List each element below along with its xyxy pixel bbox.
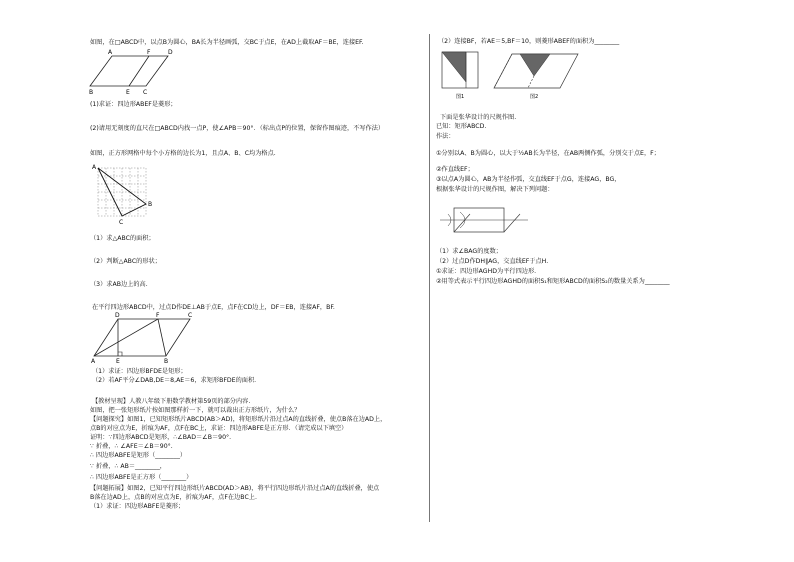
p1-label-f: F [147,49,151,56]
p5-line-11: ②用等式表示平行四边形AGHD的面积S₁和矩形ABCD的面积S₂的数量关系为________ [436,278,670,285]
p5-line-1: 下面是张华设计的尺规作图. [440,114,517,121]
p3-q2: （2）若AF平分∠DAB,DE＝8,AE＝6，求矩形BFDE的面积. [92,377,257,384]
p5-line-4: ①分别以A、B为圆心，以大于½AB长为半径，在AB两侧作弧，分别交于点E，F； [436,150,660,157]
p3-label-d: D [115,312,120,319]
p5-line-6: ③以点A为圆心，AB为半径作弧，交直线EF于点G，连接AG，BG， [436,176,621,183]
p5-line-3: 作法： [436,133,455,140]
p5-line-9: （2）过点D作DH∥AG，交直线EF于点H. [436,258,549,265]
p2-label-a: A [92,164,97,171]
fig1-caption: 图1 [456,94,465,100]
p1-label-d: D [168,49,173,56]
p4-line-1: 【教材呈现】人教八年级下册数学教材第59页的部分内容. [92,398,251,405]
p5-line-2: 已知：矩形ABCD. [436,123,487,130]
p4-line-7: ∴ 四边形ABFE是矩形（________） [90,452,187,459]
fig2-caption: 图2 [530,94,539,100]
p4-line-9: ∴ 四边形ABFE是正方形（________） [90,474,193,481]
p3-label-b: B [164,358,169,365]
p5-line-8: （1）求∠BAG的度数； [436,248,502,255]
p4-line-8: ∵ 折叠，∴ AB＝________， [90,463,166,470]
column-divider [429,34,430,522]
p4-line-4: 点B的对应点为E，折痕为AF，点F在BC上，求证：四边形ABFE是正方形．（请完成以下填空） [90,425,348,432]
p1-q1: (1)求证：四边形ABEF是菱形； [90,101,177,108]
p1-parallelogram-figure [90,48,180,94]
p1-q2: (2)请用无刻度的直尺在□ABCD内找一点P，使∠APB＝90°．（标出点P的位置，保留作图痕迹，不写作法） [90,125,385,132]
p4-line-11: B落在边AD上，点B的对应点为E，折痕为AF，点F在边BC上. [90,494,257,501]
p2-label-c: C [119,219,124,226]
p4-line-10: 【问题拓展】如图2，已知平行四边形纸片ABCD(AD＞AB)，将平行四边形纸片沿过点A的直线折叠，使点 [90,485,380,492]
p2-grid-figure [92,162,158,226]
p3-stem: 在平行四边形ABCD中，过点D作DE⊥AB于点E，点F在CD边上，DF＝EB，连接AF，BF. [92,304,335,311]
p1-label-b: B [89,89,94,96]
p4-line-6: ∵ 折叠，∴ ∠AFE＝∠B＝90°. [90,443,173,450]
p3-label-c: C [188,312,193,319]
p2-stem: 如图，正方形网格中每个小方格的边长为1，且点A、B、C均为格点. [90,150,276,157]
p3-label-f: F [156,312,160,319]
p2-q1: （1）求△ABC的面积； [90,235,155,242]
p1-stem: 如图，在□ABCD中，以点B为圆心，BA长为半径画弧，交BC于点E，在AD上截取AF＝BE，连接EF. [90,39,364,46]
p1-label-c: C [143,89,148,96]
p1-label-e: E [126,89,130,96]
p3-parallelogram-figure [90,312,194,364]
p5-line-5: ②作直线EF； [436,166,474,173]
p3-label-e: E [116,358,120,365]
p2-q3: （3）求AB边上的高. [90,281,148,288]
p4-line-3: 【问题探究】如图1，已知矩形纸片ABCD(AB＞AD)，将矩形纸片沿过点A的直线折叠，使点B落在边AD上， [90,416,387,423]
p1-label-a: A [108,49,113,56]
p5-line-10: ①求证：四边形AGHD为平行四边形. [436,268,537,275]
p4-line-5: 证明：∵四边形ABCD是矩形，∴∠BAD＝∠B＝90°. [90,434,232,441]
fold-figure-2 [494,48,584,100]
p4-line-2: 如图，把一张矩形纸片按如图那样折一下，就可以裁出正方形纸片，为什么？ [90,407,301,414]
p3-q1: （1）求证：四边形BFDE是矩形； [92,368,187,375]
p4-q2: （2）连接BF，若AE＝5,BF＝10，则菱形ABEF的面积为________ [438,38,620,45]
p3-label-a: A [91,358,96,365]
p2-q2: （2）判断△ABC的形状； [90,258,161,265]
p5-construction-figure [440,200,532,242]
p5-line-7: 根据张华设计的尺规作图，解决下列问题： [436,186,554,193]
p4-line-12: （1）求证：四边形ABFE是菱形； [90,503,185,510]
p2-label-b: B [148,201,153,208]
fold-figure-1 [440,48,484,100]
